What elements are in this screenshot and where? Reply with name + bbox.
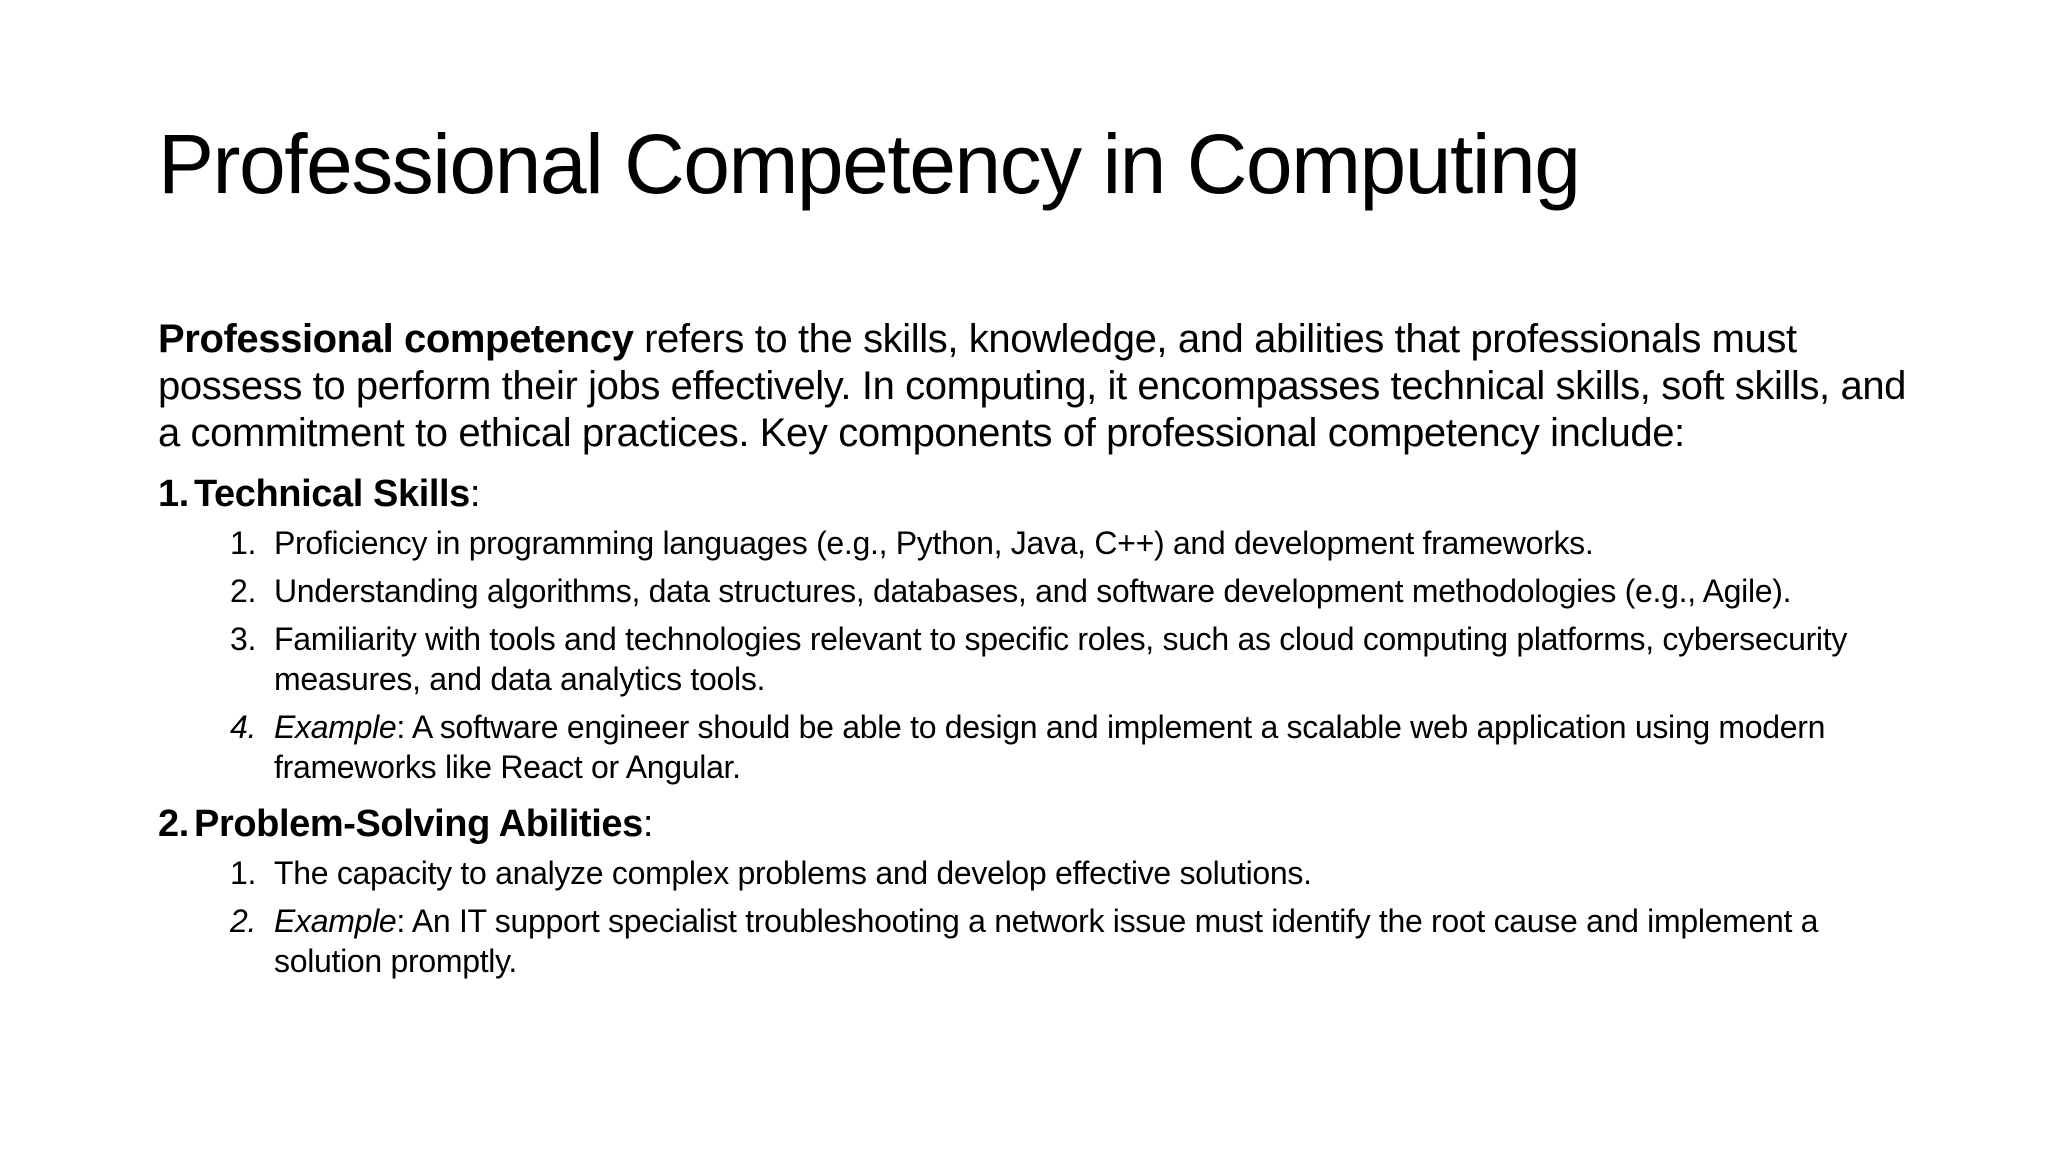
intro-bold-term: Professional competency xyxy=(158,317,634,361)
example-text: : An IT support specialist troubleshooting a network issue must identify the root cause and implement a solution promptly. xyxy=(274,903,1819,979)
section-heading xyxy=(158,469,1918,519)
slide-body xyxy=(158,316,1918,989)
example-text: : A software engineer should be able to design and implement a scalable web application using modern frameworks like React or Angular. xyxy=(274,709,1826,785)
list-item-number: 3. xyxy=(230,621,257,657)
example-label: Example xyxy=(274,709,397,745)
list-item-number: 2. xyxy=(230,573,257,609)
section-number: 1. xyxy=(158,473,189,515)
sub-list xyxy=(230,523,1918,787)
list-item-number: 4. xyxy=(230,709,257,745)
section-heading xyxy=(158,799,1918,849)
list-item-text: Proficiency in programming languages (e.g., Python, Java, C++) and development frameworks. xyxy=(274,525,1594,561)
list-item-text: Understanding algorithms, data structures, databases, and software development methodologies (e.g., Agile). xyxy=(274,573,1792,609)
section-technical-skills xyxy=(158,469,1918,787)
section-number: 2. xyxy=(158,803,189,845)
list-item-text: The capacity to analyze complex problems and develop effective solutions. xyxy=(274,855,1312,891)
section-heading-line xyxy=(194,799,653,849)
example-label: Example xyxy=(274,903,397,939)
section-problem-solving xyxy=(158,799,1918,981)
list-item-number: 2. xyxy=(230,903,257,939)
list-item xyxy=(230,707,1918,787)
section-heading-text: Problem-Solving Abilities xyxy=(194,803,643,845)
section-heading-colon: : xyxy=(469,473,481,515)
section-heading-line xyxy=(194,469,480,519)
list-item-text xyxy=(274,707,1918,787)
section-heading-colon: : xyxy=(642,803,654,845)
list-item xyxy=(230,853,1918,893)
sub-list xyxy=(230,853,1918,981)
list-item xyxy=(230,571,1918,611)
intro-paragraph xyxy=(158,316,1918,457)
list-item-text xyxy=(274,901,1918,981)
list-item xyxy=(230,619,1918,699)
list-item-number: 1. xyxy=(230,525,257,561)
list-item xyxy=(230,523,1918,563)
slide-title: Professional Competency in Computing xyxy=(158,117,1580,211)
list-item-text: Familiarity with tools and technologies relevant to specific roles, such as cloud computing platforms, cybersecurity measures, and data analytics tools. xyxy=(274,621,1848,697)
list-item-number: 1. xyxy=(230,855,257,891)
list-item xyxy=(230,901,1918,981)
section-heading-text: Technical Skills xyxy=(194,473,470,515)
intro-text: refers to the skills, knowledge, and abilities that professionals must possess to perform their jobs effectively. In computing, it encompasses technical skills, soft skills, and a commitment to ethical practices. Key components of professional competency include: xyxy=(158,317,1907,455)
